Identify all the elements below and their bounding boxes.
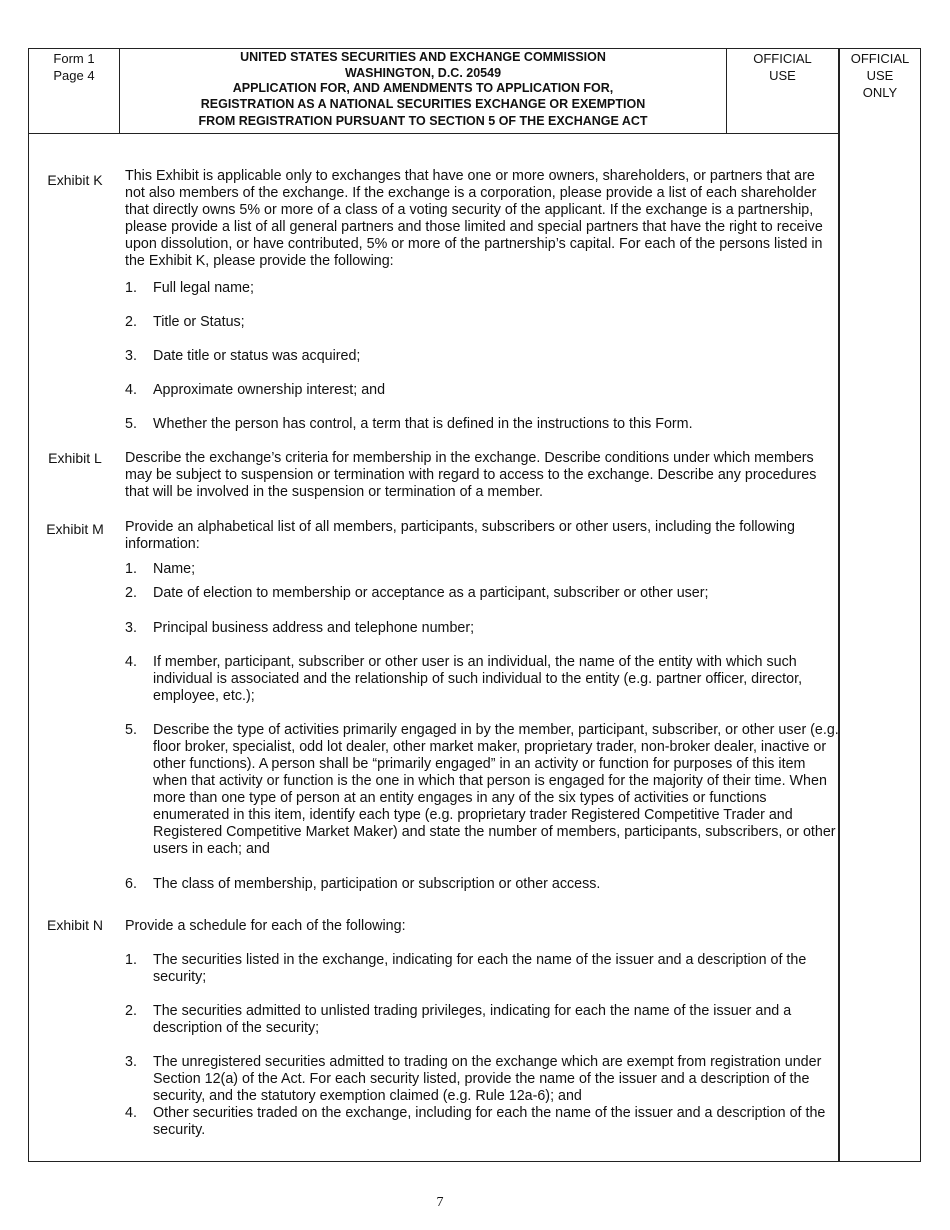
header-line-3: APPLICATION FOR, AND AMENDMENTS TO APPLICATION FOR, xyxy=(232,81,614,95)
item-number: 1. xyxy=(125,952,137,968)
item-text: If member, participant, subscriber or other user is an individual, the name of the entity with which such individual is associated and the relationship of such individual to the entity (e.g. partner officer, director, employee, etc.); xyxy=(153,654,803,704)
exhibit-k-intro: This Exhibit is applicable only to exchanges that have one or more owners, shareholders, or partners that are not also members of the exchange. If the exchange is a corporation, please provide a list of each shareholder that directly owns 5% or more of a class of a voting security of the applicant. If the exchange is a partnership, please provide a list of all general partners and those limited and special partners that have the right to receive upon dissolution, or have contributed, 5% or more of the partnership’s capital. For each of the persons listed in the Exhibit K, please provide the following: xyxy=(125,168,823,269)
header-bottom-rule xyxy=(28,133,839,134)
item-text: Whether the person has control, a term that is defined in the instructions to this Form. xyxy=(153,416,693,432)
item-text: Principal business address and telephone number; xyxy=(153,620,475,636)
item-text: Name; xyxy=(153,561,196,577)
official-use-only-line-1: OFFICIAL xyxy=(850,51,910,66)
form-number: Form 1 xyxy=(53,51,95,66)
item-text: The unregistered securities admitted to trading on the exchange which are exempt from registration under Section 12(a) of the Act. For each security listed, provide the name of the issuer and a description of the security, and the statutory exemption claimed (e.g. Rule 12a-6); and xyxy=(153,1054,822,1104)
item-number: 1. xyxy=(125,561,137,577)
official-use-only-box xyxy=(839,50,921,101)
item-text: Full legal name; xyxy=(153,280,254,296)
item-number: 6. xyxy=(125,876,137,892)
exhibit-l-intro: Describe the exchange’s criteria for membership in the exchange. Describe conditions under which members may be subject to suspension or termination with regard to access to the exchange. Describe any procedures that will be involved in the suspension or termination of a member. xyxy=(125,450,817,500)
item-number: 3. xyxy=(125,348,137,364)
item-text: Title or Status; xyxy=(153,314,245,330)
exhibit-n-intro: Provide a schedule for each of the following: xyxy=(125,918,406,934)
item-number: 4. xyxy=(125,654,137,670)
item-number: 1. xyxy=(125,280,137,296)
item-text: The class of membership, participation or subscription or other access. xyxy=(153,876,601,892)
form-identifier xyxy=(29,50,119,84)
item-text: Date title or status was acquired; xyxy=(153,348,361,364)
exhibit-m-intro: Provide an alphabetical list of all members, participants, subscribers or other users, including the following information: xyxy=(125,519,795,552)
item-text: Date of election to membership or acceptance as a participant, subscriber or other user; xyxy=(153,585,709,601)
item-text: Approximate ownership interest; and xyxy=(153,382,386,398)
item-number: 3. xyxy=(125,620,137,636)
item-number: 4. xyxy=(125,382,137,398)
exhibit-l-label: Exhibit L xyxy=(48,450,102,466)
item-number: 3. xyxy=(125,1054,137,1070)
official-use-line-2: USE xyxy=(769,68,796,83)
exhibit-k-label: Exhibit K xyxy=(47,172,103,188)
header-line-1: UNITED STATES SECURITIES AND EXCHANGE COMMISSION xyxy=(240,50,606,64)
item-number: 4. xyxy=(125,1105,137,1121)
official-use-line-1: OFFICIAL xyxy=(753,51,812,66)
official-use-box xyxy=(727,50,838,84)
exhibit-m-label: Exhibit M xyxy=(46,521,104,537)
item-text: Other securities traded on the exchange, including for each the name of the issuer and a description of the security. xyxy=(153,1105,826,1138)
form-header xyxy=(120,50,726,130)
item-number: 2. xyxy=(125,1003,137,1019)
item-number: 5. xyxy=(125,416,137,432)
item-number: 2. xyxy=(125,314,137,330)
divider-official-use-only xyxy=(838,48,840,1162)
item-text: Describe the type of activities primarily engaged in by the member, participant, subscriber, or other user (e.g. floor broker, specialist, odd lot dealer, other market maker, proprietary trader, non-broker dealer, inactive or other functions). A person shall be “primarily engaged” in an activity or function for purposes of this item when that activity or function is the one in which that person is engaged for the majority of their time. When more than one type of person at an entity engages in any of the six types of activities or functions enumerated in this item, identify each type (e.g. proprietary trader Registered Competitive Trader and Registered Competitive Market Maker) and state the number of members, participants, subscribers, or other users in each; and xyxy=(153,722,839,857)
header-line-5: FROM REGISTRATION PURSUANT TO SECTION 5 OF THE EXCHANGE ACT xyxy=(198,114,648,128)
header-line-4: REGISTRATION AS A NATIONAL SECURITIES EXCHANGE OR EXEMPTION xyxy=(200,96,646,111)
header-line-2: WASHINGTON, D.C. 20549 xyxy=(344,65,502,80)
page-number: 7 xyxy=(436,1195,444,1210)
item-number: 5. xyxy=(125,722,137,738)
official-use-only-line-2: USE xyxy=(866,68,894,83)
form-page: Page 4 xyxy=(53,68,95,83)
item-text: The securities admitted to unlisted trading privileges, indicating for each the name of the issuer and a description of the security; xyxy=(153,1003,792,1036)
official-use-only-line-3: ONLY xyxy=(862,85,898,100)
item-number: 2. xyxy=(125,585,137,601)
item-text: The securities listed in the exchange, indicating for each the name of the issuer and a description of the security; xyxy=(153,952,807,985)
exhibit-n-label: Exhibit N xyxy=(46,917,104,933)
